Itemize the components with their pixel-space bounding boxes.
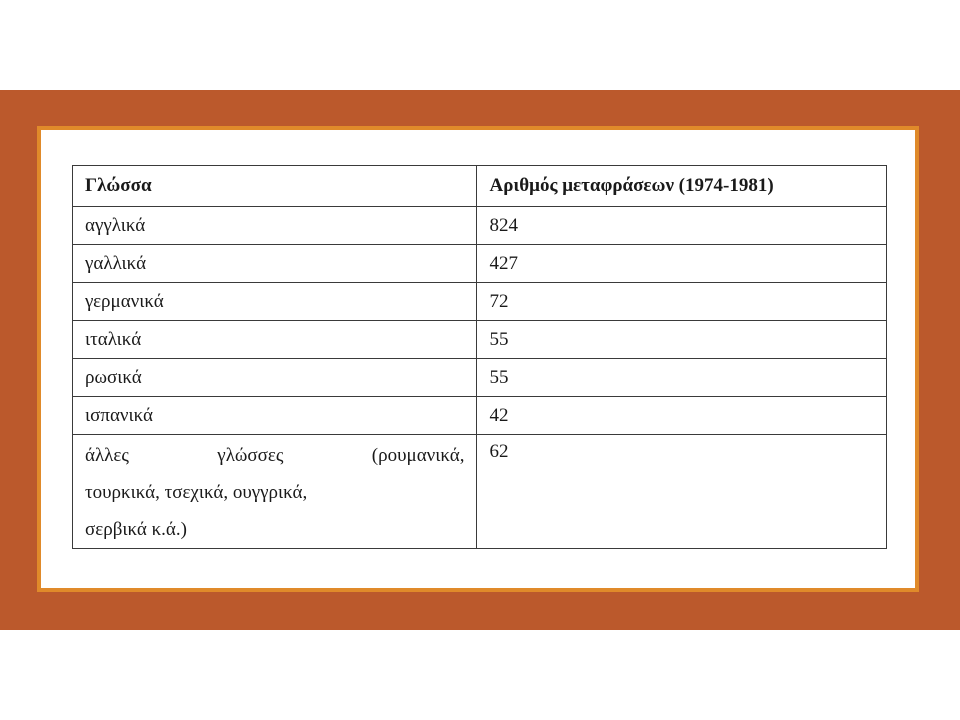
language-cell: ισπανικά [73,397,477,435]
other-languages-line-3: σερβικά κ.ά.) [85,519,187,540]
count-cell: 55 [477,359,887,397]
language-cell-other [73,435,477,549]
translations-table [72,165,887,549]
table-row [73,321,887,359]
language-cell: γερμανικά [73,283,477,321]
table-row [73,397,887,435]
language-cell: ρωσικά [73,359,477,397]
table-row-other-languages [73,435,887,549]
header-language: Γλώσσα [73,166,477,207]
table-row [73,283,887,321]
language-cell: γαλλικά [73,245,477,283]
table-row [73,359,887,397]
count-cell: 824 [477,207,887,245]
other-languages-line-1: άλλες γλώσσες (ρουμανικά, [85,445,465,466]
count-cell: 55 [477,321,887,359]
table-row [73,245,887,283]
count-cell: 72 [477,283,887,321]
language-cell: ιταλικά [73,321,477,359]
language-cell: αγγλικά [73,207,477,245]
count-cell: 427 [477,245,887,283]
header-translation-count: Αριθμός μεταφράσεων (1974-1981) [477,166,887,207]
count-cell-other: 62 [477,435,887,549]
other-languages-text [85,437,464,548]
count-cell: 42 [477,397,887,435]
other-languages-line-2: τουρκικά, τσεχικά, ουγγρικά, [85,482,308,503]
table-header-row [73,166,887,207]
table-row [73,207,887,245]
